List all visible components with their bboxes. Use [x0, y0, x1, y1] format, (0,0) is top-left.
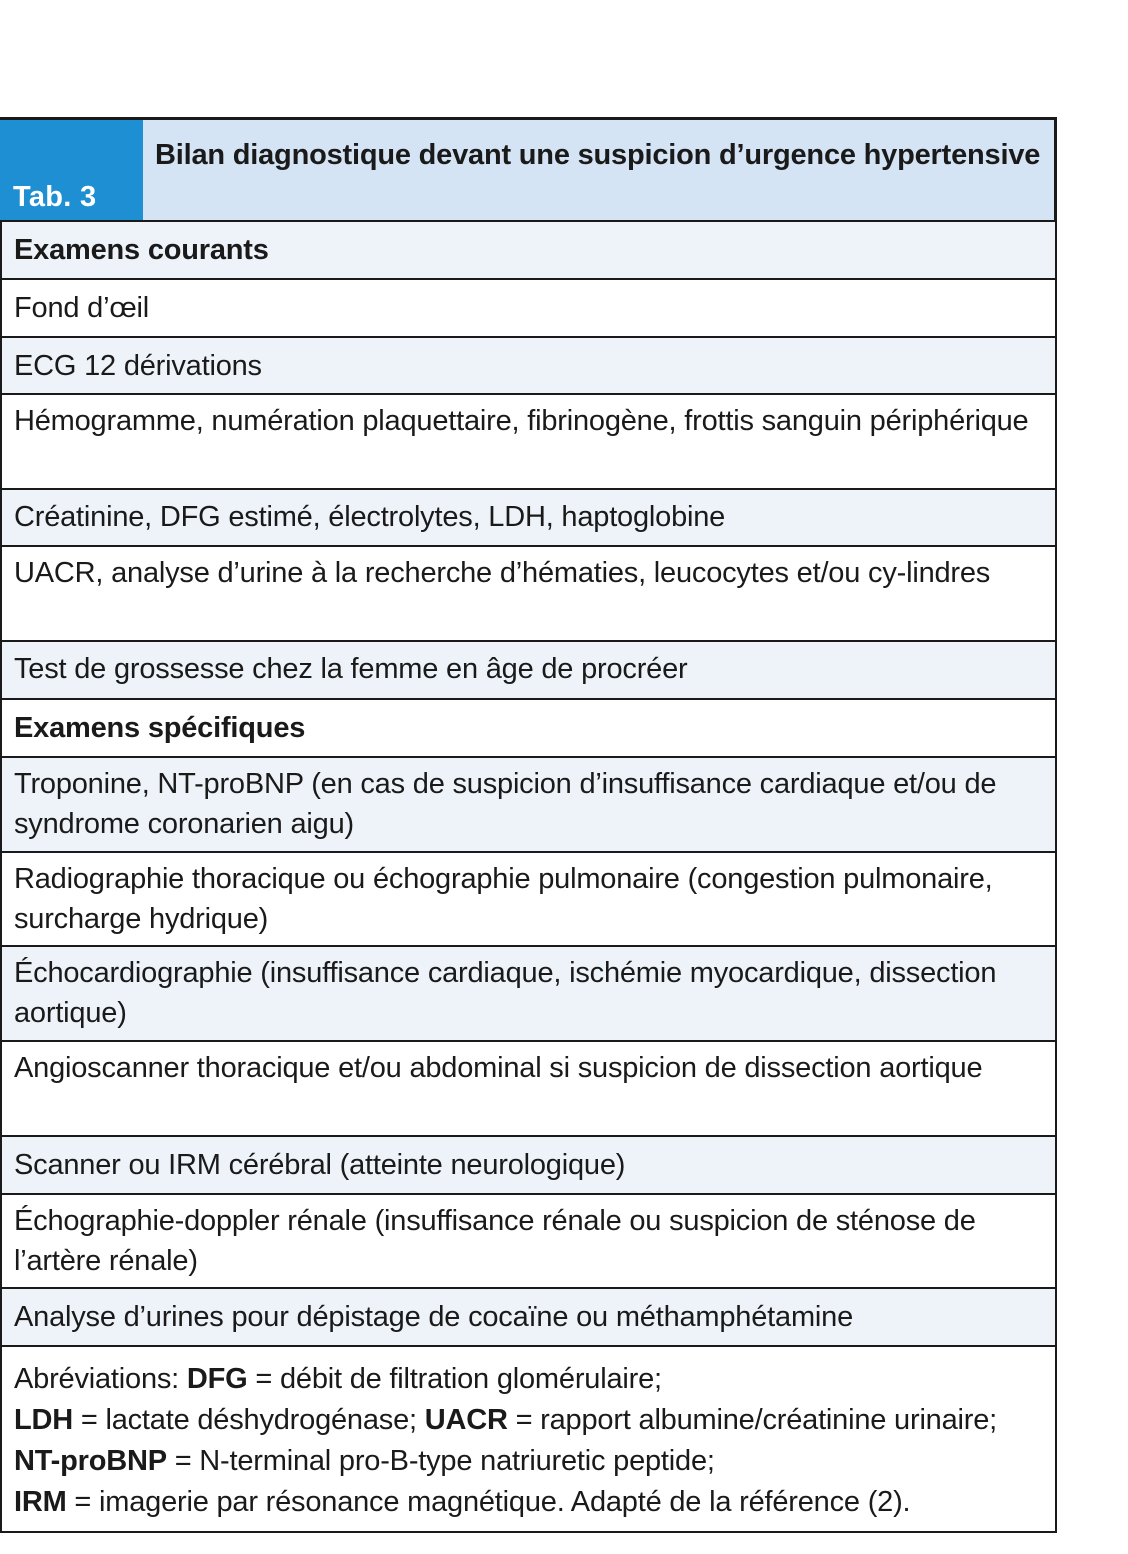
table-body: [0, 222, 1057, 1533]
table-title: Bilan diagnostique devant une suspicion d’urgence hypertensive: [143, 120, 1054, 220]
table-row: Test de grossesse chez la femme en âge de procréer: [2, 642, 1055, 700]
tab-label-box: [0, 120, 143, 220]
table-row: Angioscanner thoracique et/ou abdominal si suspicion de dissection aortique: [2, 1042, 1055, 1137]
table-row: ECG 12 dérivations: [2, 338, 1055, 395]
abbrev-dfg-term: DFG: [186, 1363, 248, 1395]
table-header: [0, 117, 1057, 222]
tab-label: Tab. 3: [13, 181, 97, 213]
table-row: Radiographie thoracique ou échographie pulmonaire (congestion pulmonaire, surcharge hydrique): [2, 853, 1055, 947]
abbrev-irm-term: IRM: [14, 1486, 67, 1518]
table-row: Hémogramme, numération plaquettaire, fibrinogène, frottis sanguin périphérique: [2, 395, 1055, 490]
table-row: Scanner ou IRM cérébral (atteinte neurologique): [2, 1137, 1055, 1195]
table-row: Échocardiographie (insuffisance cardiaque, ischémie myocardique, dissection aortique): [2, 947, 1055, 1042]
table-row: Échographie-doppler rénale (insuffisance rénale ou suspicion de sténose de l’artère rénale): [2, 1195, 1055, 1289]
section-heading-examens-specifiques: Examens spécifiques: [2, 700, 1055, 758]
table-row: Créatinine, DFG estimé, électrolytes, LDH, haptoglobine: [2, 490, 1055, 547]
table-row: Analyse d’urines pour dépistage de cocaïne ou méthamphétamine: [2, 1289, 1055, 1347]
table-row: Fond d’œil: [2, 280, 1055, 338]
abbreviations-note: [2, 1347, 1055, 1533]
table-row: Troponine, NT-proBNP (en cas de suspicion d’insuffisance cardiaque et/ou de syndrome coronarien aigu): [2, 758, 1055, 853]
abbrev-dfg-def: = débit de filtration glomérulaire;: [247, 1363, 662, 1395]
diagnostic-table: [0, 117, 1057, 1533]
table-row: UACR, analyse d’urine à la recherche d’hématies, leucocytes et/ou cy-lindres: [2, 547, 1055, 642]
abbrev-ntpro-def: = N-terminal pro-B-type natriuretic peptide;: [166, 1445, 715, 1477]
abbrev-irm-def: = imagerie par résonance magnétique. Adapté de la référence (2).: [66, 1486, 911, 1518]
abbrev-uacr-term: UACR: [424, 1404, 508, 1436]
abbrev-ntpro-term: NT-proBNP: [14, 1445, 167, 1477]
abbrev-ldh-term: LDH: [14, 1404, 74, 1436]
abbrev-intro: Abréviations:: [14, 1363, 187, 1395]
abbrev-ldh-def: = lactate déshydrogénase;: [73, 1404, 425, 1436]
abbrev-uacr-def: = rapport albumine/créatinine urinaire;: [507, 1404, 998, 1436]
section-heading-examens-courants: Examens courants: [2, 222, 1055, 280]
